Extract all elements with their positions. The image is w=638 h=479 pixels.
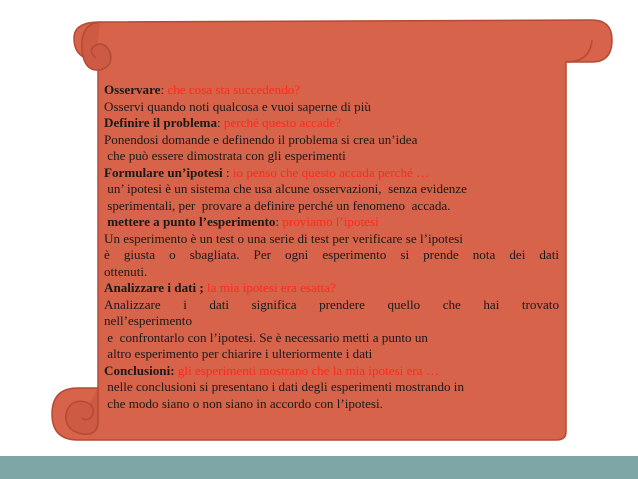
body-line: sperimentali, per provare a definire perché un fenomeno accada. xyxy=(104,197,451,213)
definire-heading-line xyxy=(104,115,559,132)
body-line: Ponendosi domande e definendo il problema si crea un’idea xyxy=(104,131,418,147)
osservare-heading-line xyxy=(104,82,559,99)
conclusioni-heading: Conclusioni: xyxy=(104,362,175,378)
body-line: che può essere dimostrata con gli esperimenti xyxy=(104,148,346,163)
definire-highlight: perché questo accade? xyxy=(223,115,341,130)
formulare-heading-line xyxy=(104,165,559,182)
body-line: Analizzare i dati significa prendere quello che hai trovato xyxy=(104,296,559,312)
body-line: e confrontarlo con l’ipotesi. Se è necessario metti a punto un xyxy=(104,329,428,345)
mettere-highlight: proviamo l’ipotesi xyxy=(282,214,379,229)
body-line: è giusta o sbagliata. Per ogni esperimento si prende nota dei dati xyxy=(104,247,559,262)
body-line: altro esperimento per chiarire i ulteriormente i dati xyxy=(104,346,373,361)
formulare-highlight: io penso che questo accada perché … xyxy=(232,164,430,180)
analizzare-highlight: la mia ipotesi era esatta? xyxy=(207,280,336,295)
osservare-highlight: che cosa sta succedendo? xyxy=(167,82,301,97)
body-line: Osservi quando noti qualcosa e vuoi saperne di più xyxy=(104,98,371,114)
analizzare-heading: Analizzare i dati ; xyxy=(104,280,204,295)
body-line: che modo siano o non siano in accordo con l’ipotesi. xyxy=(104,395,383,411)
slide-content xyxy=(104,82,559,412)
formulare-sep: : xyxy=(222,164,233,180)
osservare-heading: Osservare xyxy=(104,82,161,97)
mettere-sep: : xyxy=(275,214,283,229)
definire-heading: Definire il problema xyxy=(104,115,217,130)
body-line: ottenuti. xyxy=(104,263,148,279)
definire-sep: : xyxy=(217,115,224,130)
mettere-heading-line xyxy=(104,214,559,231)
analizzare-heading-line xyxy=(104,280,559,297)
body-line: un’ ipotesi è un sistema che usa alcune osservazioni, senza evidenze xyxy=(104,181,467,196)
conclusioni-heading-line xyxy=(104,363,559,380)
conclusioni-highlight: gli esperimenti mostrano che la mia ipotesi era … xyxy=(177,362,439,378)
body-line: Un esperimento è un test o una serie di test per verificare se l’ipotesi xyxy=(104,230,463,246)
osservare-sep: : xyxy=(160,82,168,97)
body-line: nelle conclusioni si presentano i dati degli esperimenti mostrando in xyxy=(104,379,464,394)
formulare-heading: Formulare un’ipotesi xyxy=(104,164,223,180)
mettere-heading: mettere a punto l’esperimento xyxy=(104,214,276,229)
footer-bar xyxy=(0,456,638,479)
body-line: nell’esperimento xyxy=(104,313,192,328)
